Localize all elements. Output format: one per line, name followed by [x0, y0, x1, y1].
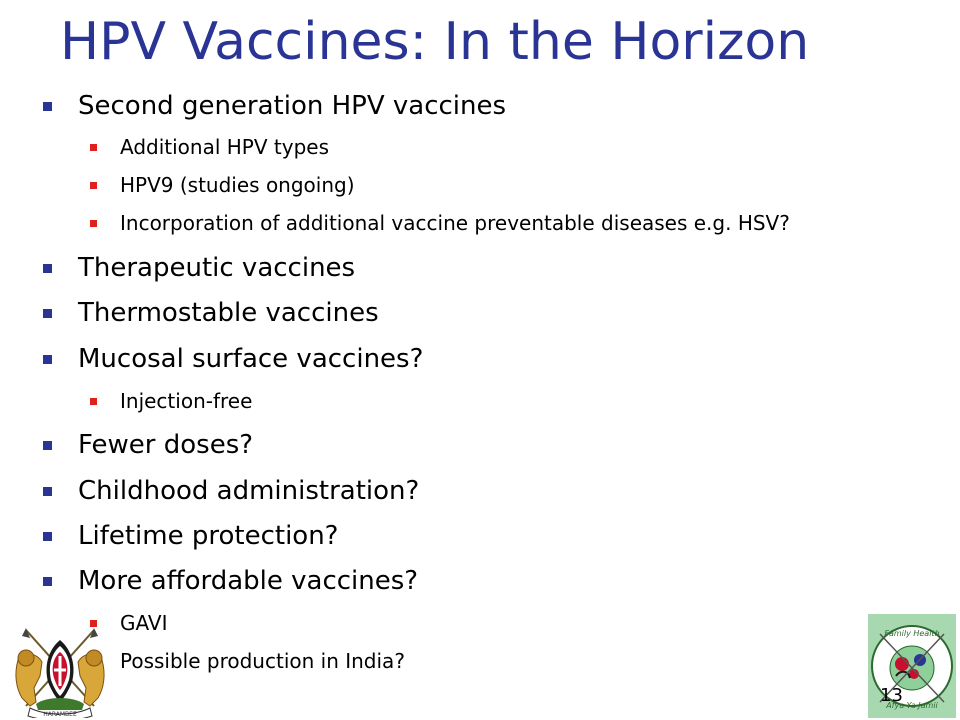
sub-bullet-text: Possible production in India?: [120, 649, 405, 673]
bullet-item: [78, 473, 419, 509]
bullet-item: [78, 88, 506, 124]
bullet-text: Childhood administration?: [78, 476, 420, 506]
sub-bullet-text: HPV9 (studies ongoing): [120, 173, 355, 197]
sub-bullet-item: [120, 208, 790, 238]
sub-bullet-item: [120, 132, 329, 162]
coat-motto: HARAMBEE: [43, 711, 77, 718]
bullet-text: Second generation HPV vaccines: [78, 91, 507, 121]
bullet-square-icon: [43, 264, 52, 273]
bullet-square-icon: [90, 182, 97, 189]
slide-title: HPV Vaccines: In the Horizon: [60, 12, 810, 72]
sub-bullet-item: [120, 386, 252, 416]
bullet-item: [78, 518, 338, 554]
bullet-item: [78, 295, 379, 331]
bullet-text: Lifetime protection?: [78, 521, 339, 551]
bullet-item: [78, 563, 418, 599]
bullet-text: Therapeutic vaccines: [78, 253, 356, 283]
bullet-text: Thermostable vaccines: [78, 298, 379, 328]
bullet-item: [78, 427, 253, 463]
bullet-item: [78, 250, 355, 286]
sub-bullet-text: GAVI: [120, 611, 168, 635]
kenya-coat-of-arms-icon: [12, 626, 108, 718]
bullet-square-icon: [43, 309, 52, 318]
sub-bullet-item: [120, 608, 167, 638]
bullet-square-icon: [90, 144, 97, 151]
bullet-square-icon: [90, 398, 97, 405]
sub-bullet-item: [120, 646, 405, 676]
bullet-square-icon: [43, 441, 52, 450]
bullet-item: [78, 341, 423, 377]
logo-text-top: Family Health: [884, 629, 940, 638]
bullet-text: Fewer doses?: [78, 430, 254, 460]
bullet-square-icon: [43, 577, 52, 586]
sub-bullet-item: [120, 170, 355, 200]
bullet-square-icon: [43, 102, 52, 111]
bullet-square-icon: [43, 532, 52, 541]
logo-text-bottom: Afya Ya Jamii: [886, 701, 938, 710]
sub-bullet-text: Additional HPV types: [120, 135, 329, 159]
bullet-square-icon: [90, 220, 97, 227]
bullet-square-icon: [43, 487, 52, 496]
bullet-square-icon: [43, 355, 52, 364]
bullet-text: Mucosal surface vaccines?: [78, 344, 424, 374]
slide-number: 13: [880, 685, 903, 706]
bullet-text: More affordable vaccines?: [78, 566, 419, 596]
sub-bullet-text: Incorporation of additional vaccine preventable diseases e.g. HSV?: [120, 211, 790, 235]
sub-bullet-text: Injection-free: [120, 389, 253, 413]
